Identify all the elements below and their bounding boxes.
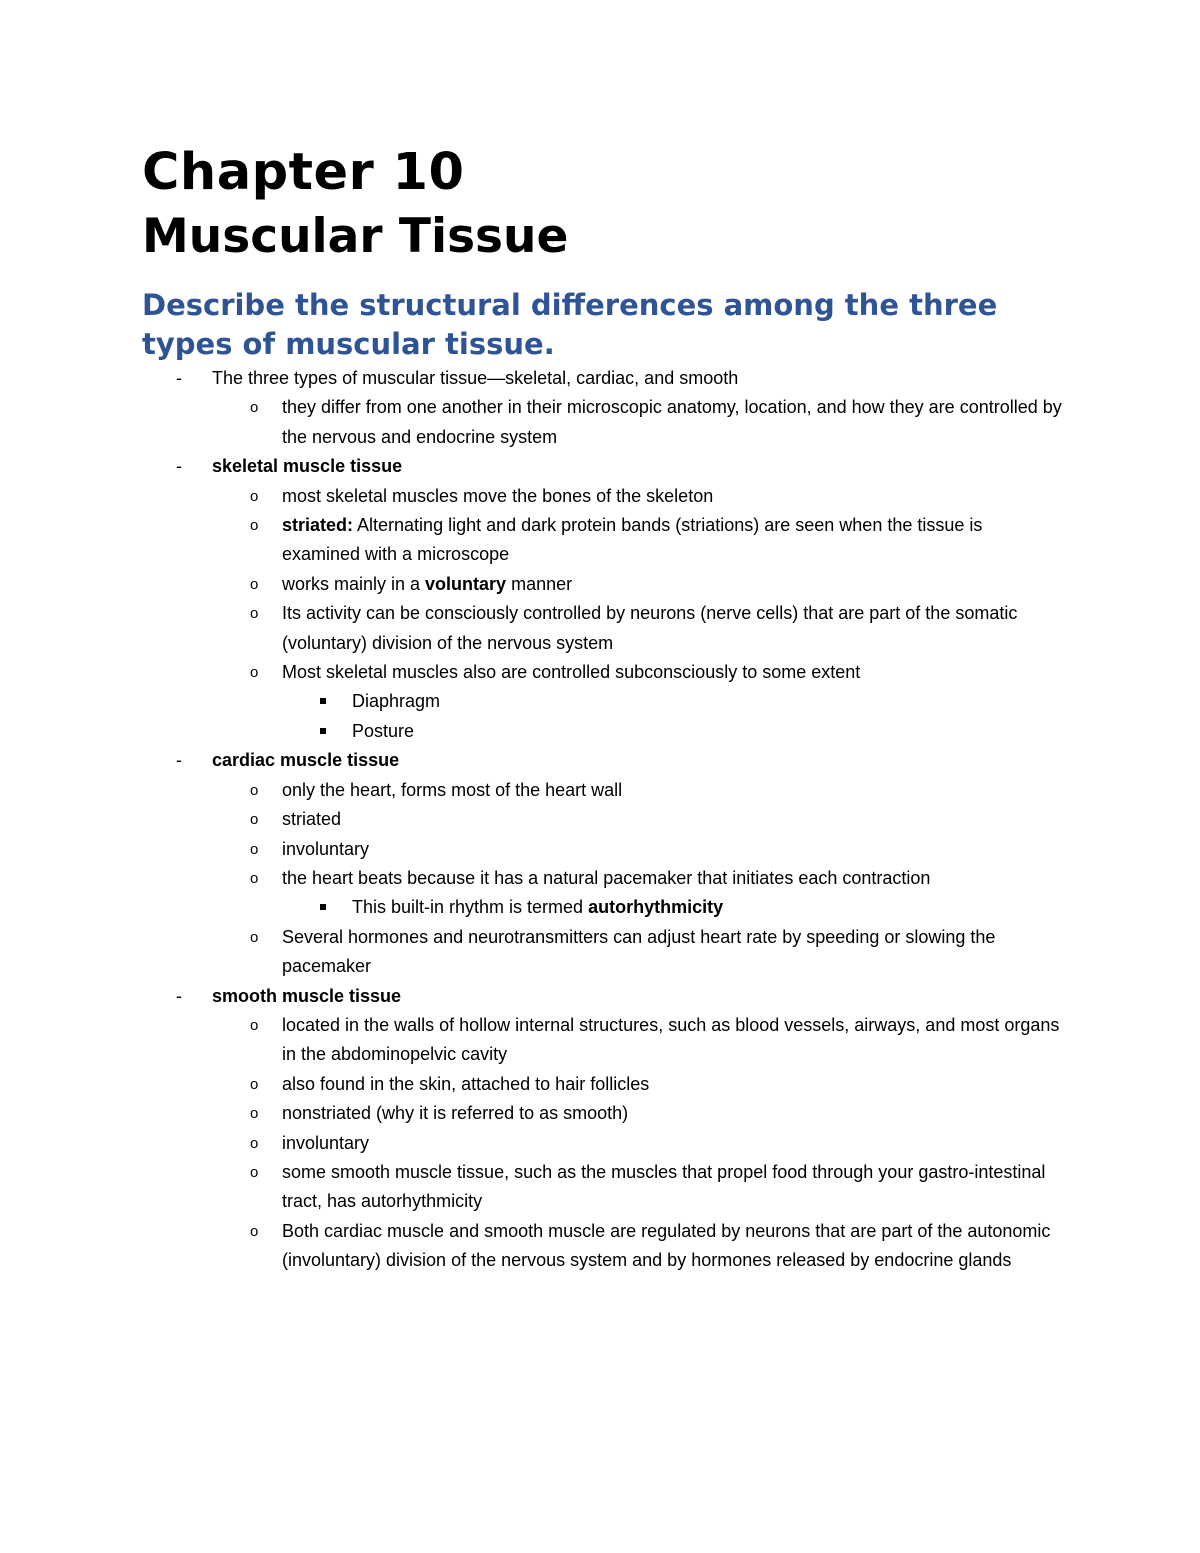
dash-bullet: - [176,750,182,771]
circle-bullet: o [250,575,259,593]
list-item [142,364,1062,452]
item-text: located in the walls of hollow internal structures, such as blood vessels, airways, and most organs in the abdominopelvic cavity [282,1014,1060,1065]
item-text: some smooth muscle tissue, such as the muscles that propel food through your gastro-intestinal tract, has autorhythmicity [282,1161,1046,1212]
item-text: Posture [352,720,415,741]
item-heading: smooth muscle tissue [212,985,402,1006]
circle-bullet: o [250,869,259,887]
item-heading: cardiac muscle tissue [212,750,400,771]
circle-bullet: o [250,605,259,623]
list-item [142,1070,1062,1099]
circle-bullet: o [250,840,259,858]
circle-bullet: o [250,1134,259,1152]
item-bold: striated: [282,515,354,536]
circle-bullet: o [250,517,259,535]
list-item [142,570,1062,599]
square-bullet [320,698,326,704]
item-text: most skeletal muscles move the bones of the skeleton [282,485,714,506]
item-text: striated [282,809,342,830]
item-text: the heart beats because it has a natural pacemaker that initiates each contraction [282,867,931,888]
list-item [142,864,1062,923]
circle-bullet: o [250,1075,259,1093]
list-item [142,1217,1062,1276]
item-text: Both cardiac muscle and smooth muscle are regulated by neurons that are part of the autonomic (involuntary) division of the nervous system and by hormones released by endocrine glands [282,1220,1051,1271]
list-item [142,482,1062,511]
list-item [142,923,1062,982]
dash-bullet: - [176,368,182,388]
item-text: Diaphragm [352,691,441,712]
list-item [142,717,1062,746]
circle-bullet: o [250,1105,259,1123]
list-item [142,658,1062,746]
item-text: Its activity can be consciously controlled by neurons (nerve cells) that are part of the somatic (voluntary) division of the nervous system [282,603,1018,653]
circle-bullet: o [250,928,259,946]
item-text: involuntary [282,1132,370,1153]
list-item [142,393,1062,452]
section-heading: Describe the structural differences among the three types of muscular tissue. [142,288,998,361]
circle-bullet: o [250,487,259,505]
square-bullet [320,728,326,734]
item-text-after: manner [506,573,573,594]
list-item [142,982,1062,1276]
dash-bullet: - [176,985,182,1006]
list-item [142,1099,1062,1128]
circle-bullet: o [250,781,259,799]
chapter-subtitle: Muscular Tissue [142,209,569,264]
item-text: only the heart, forms most of the heart wall [282,779,623,800]
chapter-title: Chapter 10 [142,143,465,202]
item-text: also found in the skin, attached to hair follicles [282,1073,650,1094]
item-text: they differ from one another in their microscopic anatomy, location, and how they are controlled by the nervous and endocrine system [282,397,1062,447]
item-text: Several hormones and neurotransmitters can adjust heart rate by speeding or slowing the pacemaker [282,926,996,977]
circle-bullet: o [250,399,259,417]
list-item [142,835,1062,864]
item-text: nonstriated (why it is referred to as smooth) [282,1103,629,1124]
item-bold: voluntary [425,573,507,594]
list-item [142,1129,1062,1158]
list-item [142,452,1062,746]
list-item [142,776,1062,805]
item-bold: autorhythmicity [588,897,724,918]
circle-bullet: o [250,1016,259,1034]
list-item [142,1011,1062,1070]
item-text: works mainly in a [282,573,426,594]
document-page [142,140,1062,1276]
outline-list [142,364,1062,1276]
list-item [142,511,1062,570]
list-item [142,893,1062,922]
dash-bullet: - [176,456,182,477]
list-item [142,1158,1062,1217]
circle-bullet: o [250,1163,259,1181]
circle-bullet: o [250,664,259,682]
list-item [142,687,1062,716]
list-item [142,746,1062,981]
list-item [142,599,1062,658]
item-text: involuntary [282,838,370,859]
list-item [142,805,1062,834]
item-text: Most skeletal muscles also are controlled subconsciously to some extent [282,662,861,683]
item-text: This built-in rhythm is termed [352,897,589,918]
item-text: Alternating light and dark protein bands (striations) are seen when the tissue is examined with a microscope [282,515,983,565]
circle-bullet: o [250,811,259,829]
item-heading: skeletal muscle tissue [212,456,403,477]
item-text: The three types of muscular tissue—skeletal, cardiac, and smooth [212,368,739,388]
square-bullet [320,904,326,910]
circle-bullet: o [250,1222,259,1240]
